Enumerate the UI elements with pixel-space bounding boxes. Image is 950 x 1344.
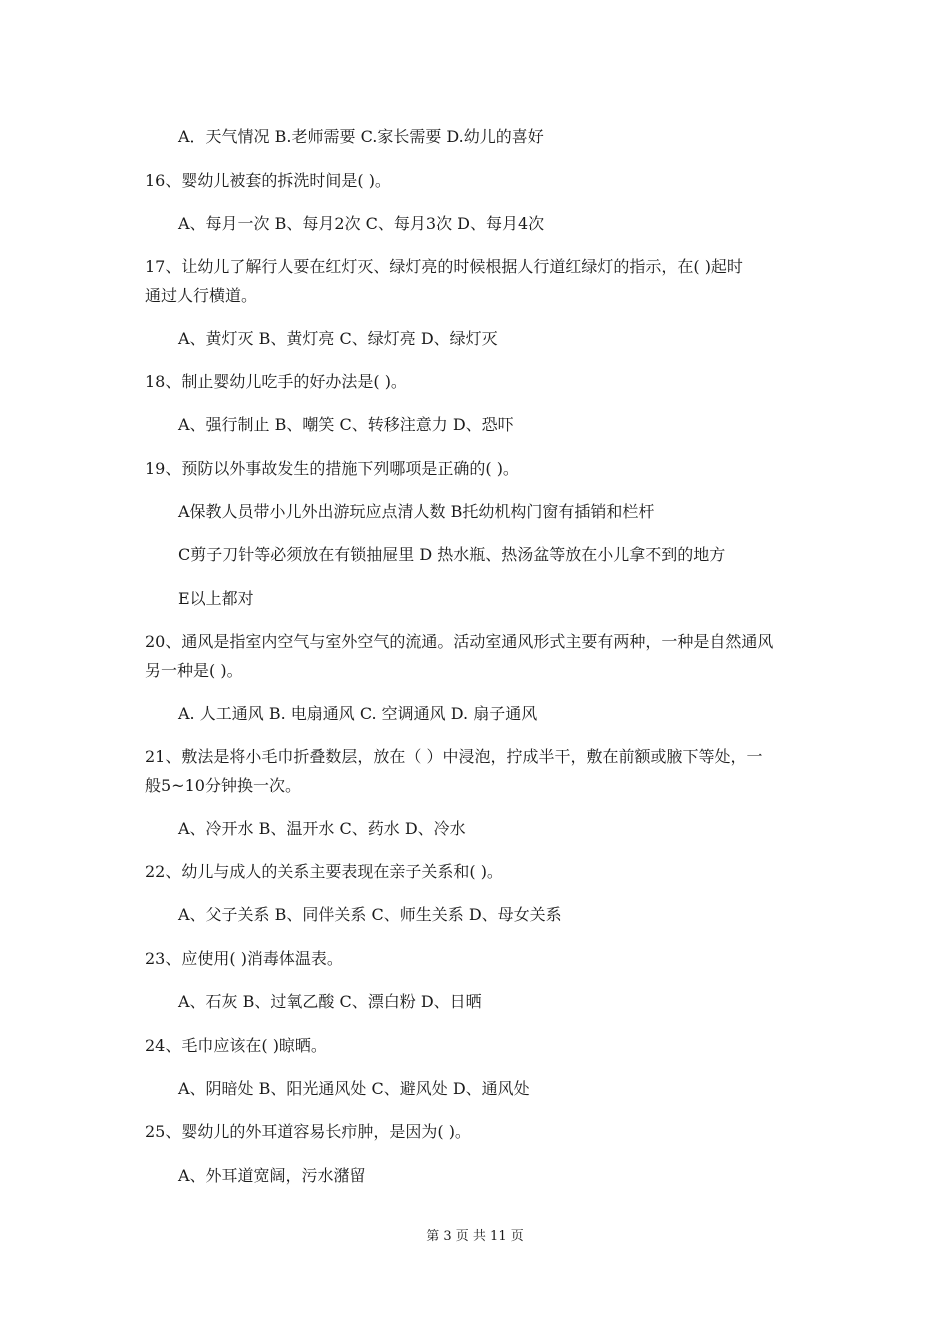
page-footer: 第 3 页 共 11 页 <box>426 1229 524 1244</box>
options-q18: A、强行制止 B、嘲笑 C、转移注意力 D、恐吓 <box>178 415 514 434</box>
options-q21: A、冷开水 B、温开水 C、药水 D、冷水 <box>178 819 466 838</box>
question-25: 25、婴幼儿的外耳道容易长疖肿，是因为( )。 <box>145 1122 471 1141</box>
options-q19-cd: C剪子刀针等必须放在有锁抽屉里 D 热水瓶、热汤盆等放在小儿拿不到的地方 <box>178 545 726 564</box>
options-q16: A、每月一次 B、每月2次 C、每月3次 D、每月4次 <box>178 214 545 233</box>
question-22: 22、幼儿与成人的关系主要表现在亲子关系和( )。 <box>145 862 503 881</box>
options-q17: A、黄灯灭 B、黄灯亮 C、绿灯亮 D、绿灯灭 <box>178 329 498 348</box>
question-21-cont: 般5~10分钟换一次。 <box>145 776 301 795</box>
question-18: 18、制止婴幼儿吃手的好办法是( )。 <box>145 372 407 391</box>
question-17-cont: 通过人行横道。 <box>145 286 258 305</box>
question-23: 23、应使用( )消毒体温表。 <box>145 949 343 968</box>
options-q25: A、外耳道宽阔，污水潴留 <box>178 1166 366 1185</box>
question-17: 17、让幼儿了解行人要在红灯灭、绿灯亮的时候根据人行道红绿灯的指示，在( )起时 <box>145 257 743 276</box>
question-21: 21、敷法是将小毛巾折叠数层，放在（ ）中浸泡，拧成半干，敷在前额或腋下等处，一 <box>145 747 763 766</box>
options-q19-ab: A保教人员带小儿外出游玩应点清人数 B托幼机构门窗有插销和栏杆 <box>178 502 655 521</box>
options-q15: A．天气情况 B.老师需要 C.家长需要 D.幼儿的喜好 <box>178 127 544 146</box>
options-q23: A、石灰 B、过氧乙酸 C、漂白粉 D、日晒 <box>178 992 482 1011</box>
question-19: 19、预防以外事故发生的措施下列哪项是正确的( )。 <box>145 459 519 478</box>
options-q20: A. 人工通风 B. 电扇通风 C. 空调通风 D. 扇子通风 <box>178 704 538 723</box>
question-20: 20、通风是指室内空气与室外空气的流通。活动室通风形式主要有两种，一种是自然通风 <box>145 632 774 651</box>
options-q19-e: E以上都对 <box>178 589 254 608</box>
options-q24: A、阴暗处 B、阳光通风处 C、避风处 D、通风处 <box>178 1079 530 1098</box>
question-16: 16、婴幼儿被套的拆洗时间是( )。 <box>145 171 391 190</box>
options-q22: A、父子关系 B、同伴关系 C、师生关系 D、母女关系 <box>178 905 562 924</box>
question-24: 24、毛巾应该在( )晾晒。 <box>145 1036 327 1055</box>
question-20-cont: 另一种是( )。 <box>145 661 243 680</box>
